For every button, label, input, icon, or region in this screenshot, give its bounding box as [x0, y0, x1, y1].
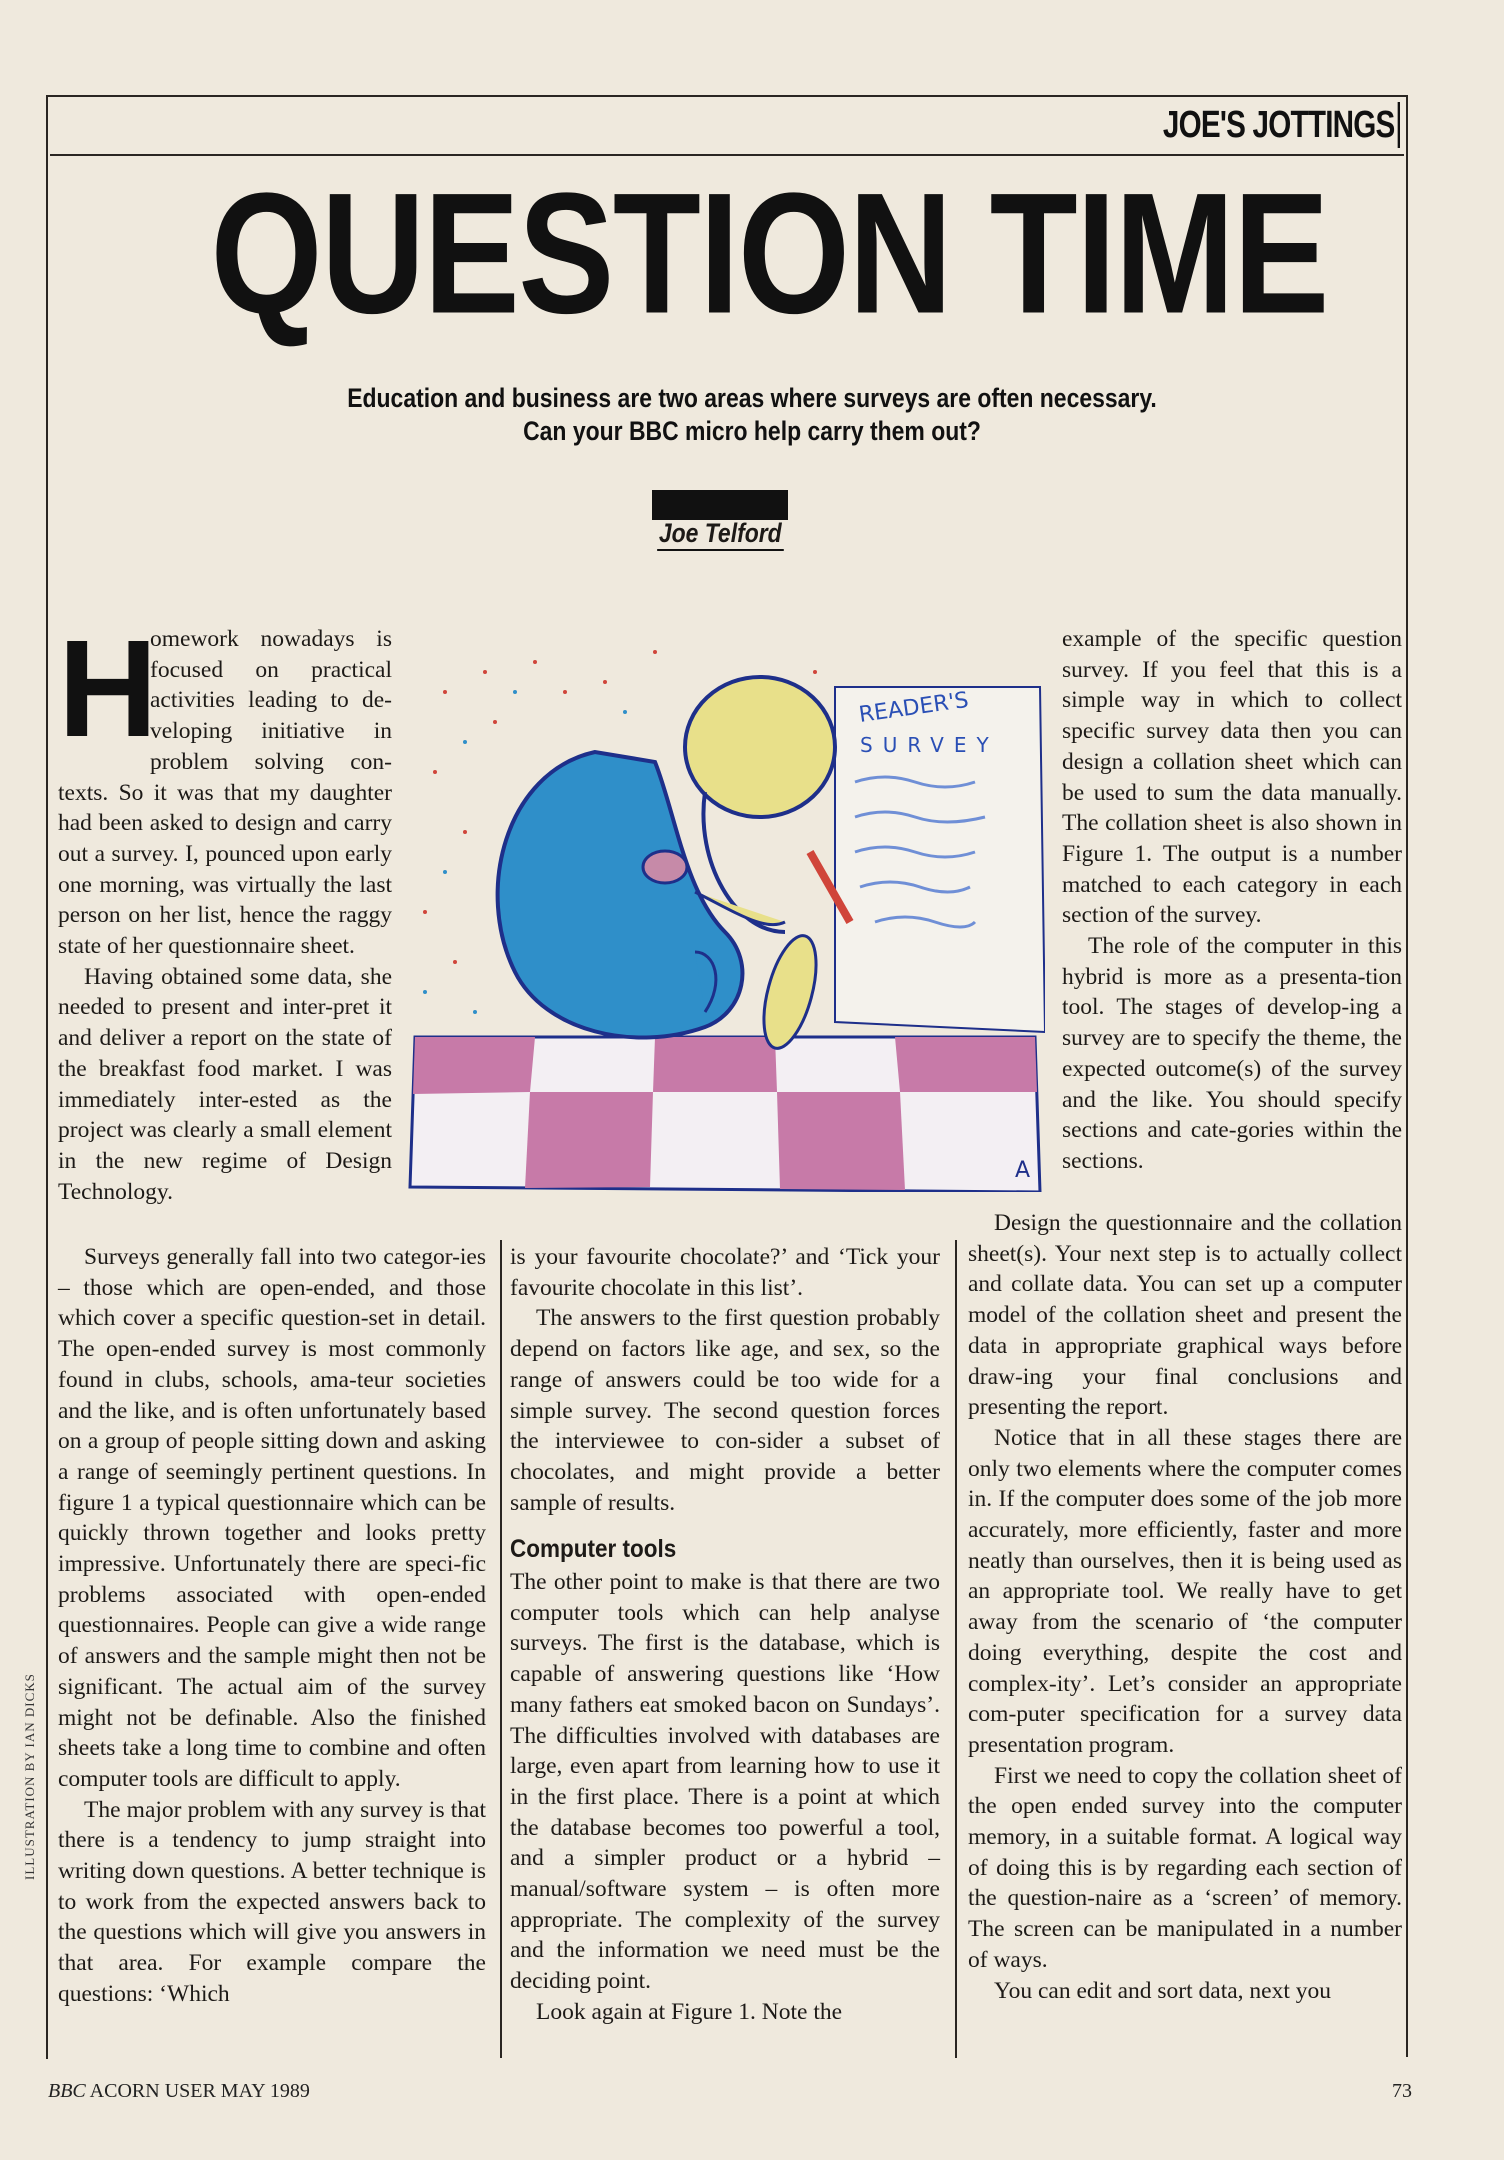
section-tag: JOE'S JOTTINGS — [1163, 102, 1400, 148]
standfirst — [0, 382, 1504, 448]
byline-author: Joe Telford — [657, 518, 783, 551]
sign-line-2: SURVEY — [860, 733, 999, 757]
illustration-credit: ILLUSTRATION BY IAN DICKS — [22, 1673, 37, 1880]
dropcap: H — [58, 612, 158, 766]
col1-paragraph-4: The major problem with any survey is that there is a tendency to jump straight into writing down questions. A better technique is to work from the expected answers back to the questions which will give you answers in that area. For example compare the questions: ‘Which — [58, 1796, 486, 2007]
col3-paragraph-2: The role of the computer in this hybrid is more as a presenta-tion tool. The stages of develop-ing a survey are to specify the theme, the expected outcome(s) of the survey and the like. You should specify sections and cate-gories within the sections. — [1062, 933, 1402, 1174]
col3-paragraph-6: You can edit and sort data, next you — [994, 1977, 1331, 2004]
col3-paragraph-5: First we need to copy the collation sheet of the open ended survey into the computer memory, in a suitable format. A logical way of doing this is by regarding each section of the question-naire as a ‘screen’ of memory. The screen can be manipulated in a number of ways. — [968, 1762, 1402, 1973]
col3-paragraph-4: Notice that in all these stages there are only two elements where the computer comes in. If the computer does some of the job more accurately, more efficiently, faster and more neatly than ourselves, then it is being used as an appropriate tool. We really have to get away from the scenario of ‘the computer doing everything, despite the cost and complex-ity’. Let’s consider an appropriate com-puter specification for a survey data presentation program. — [968, 1424, 1402, 1758]
standfirst-line-1: Education and business are two areas where surveys are often necessary. — [347, 383, 1157, 413]
col3-paragraph-3: Design the questionnaire and the collation sheet(s). Your next step is to actually collect and collate data. You can set up a computer model of the collation sheet and present the data in appropriate graphical ways before draw-ing your final conclusions and presenting the report. — [968, 1210, 1402, 1421]
byline — [600, 518, 840, 551]
col2-paragraph-2: The answers to the first question probably depend on factors like age, and sex, so the range of answers could be too wide for a simple survey. The second question forces the interviewee to con-sider a subset of chocolates, and might provide a better sample of results. — [510, 1305, 940, 1516]
sign-line-1: READER'S — [857, 687, 971, 728]
checkered-floor — [410, 1037, 1040, 1192]
survey-sign — [835, 687, 1045, 1032]
col2-paragraph-3: The other point to make is that there are two computer tools which can help analyse surveys. The first is the database, which is capable of answering questions like ‘How many fathers eat smoked bacon on Sundays’. The difficulties involved with databases are large, even apart from learning how to use it in the first place. There is a point at which the database becomes too powerful a tool, and a simpler product or a hybrid – manual/software system – is often more appropriate. The complexity of the survey and the information we need must be the deciding point. — [510, 1569, 940, 1995]
col2-paragraph-1: is your favourite chocolate?’ and ‘Tick your favourite chocolate in this list’. — [510, 1244, 940, 1301]
artist-signature: A — [1015, 1158, 1031, 1183]
footer-magazine — [48, 2080, 310, 2103]
standfirst-line-2: Can your BBC micro help carry them out? — [523, 416, 981, 446]
hunched-figure — [498, 677, 850, 1054]
col1-paragraph-2: Having obtained some data, she needed to present and inter-pret it and deliver a report on the state of the breakfast food market. I was immediately inter-ested as the project was clearly a small element in the new regime of Design Technology. — [58, 963, 392, 1205]
column-3-upper — [1062, 624, 1402, 1177]
col2-paragraph-4: Look again at Figure 1. Note the — [536, 1998, 843, 2025]
col1-paragraph-3: Surveys generally fall into two categor-ies – those which are open-ended, and those which cover a specific question-set in detail. The open-ended survey is most commonly found in clubs, schools, ama-teur societies and the like, and is often unfortunately based on a group of people sitting down and asking a range of seemingly pertinent questions. In figure 1 a typical questionnaire which can be quickly thrown together and looks pretty impressive. Unfortunately there are speci-fic problems associated with open-ended questionnaires. People can give a wide range of answers and the sample might then not be significant. The actual aim of the survey might not be definable. Also the finished sheets take a long time to combine and often computer tools are difficult to apply. — [58, 1244, 486, 1792]
headline: QUESTION TIME — [210, 157, 1328, 350]
column-rule-2 — [955, 1240, 957, 2058]
column-1 — [58, 612, 392, 1207]
section-tag-rule — [50, 154, 1404, 156]
footer-magazine-bbc: BBC — [48, 2080, 86, 2102]
column-1-lower — [58, 1242, 486, 2010]
byline-bar — [652, 490, 788, 520]
page-number: 73 — [1392, 2080, 1412, 2102]
col3-paragraph-1: example of the specific question survey. If you feel that this is a simple way in which to collect specific survey data then you can design a collation sheet which can be used to sum the data manually. The collation sheet is also shown in Figure 1. The output is a number matched to each category in each section of the survey. — [1062, 626, 1402, 929]
reader-survey-illustration — [405, 632, 1045, 1192]
computer-tools-heading: Computer tools — [510, 1535, 677, 1564]
col1-paragraph-1: omework nowadays is focused on practical activities leading to de-veloping initiative in problem solving con-texts. So it was that my daughter had been asked to design and carry out a survey. I, pounced upon early one morning, was virtually the last person on her list, hence the raggy state of her questionnaire sheet. — [58, 626, 392, 960]
column-rule-1 — [500, 1240, 502, 2058]
column-2 — [510, 1242, 940, 2028]
column-3-lower — [968, 1208, 1402, 2006]
footer-magazine-rest: ACORN USER MAY 1989 — [85, 2080, 310, 2102]
